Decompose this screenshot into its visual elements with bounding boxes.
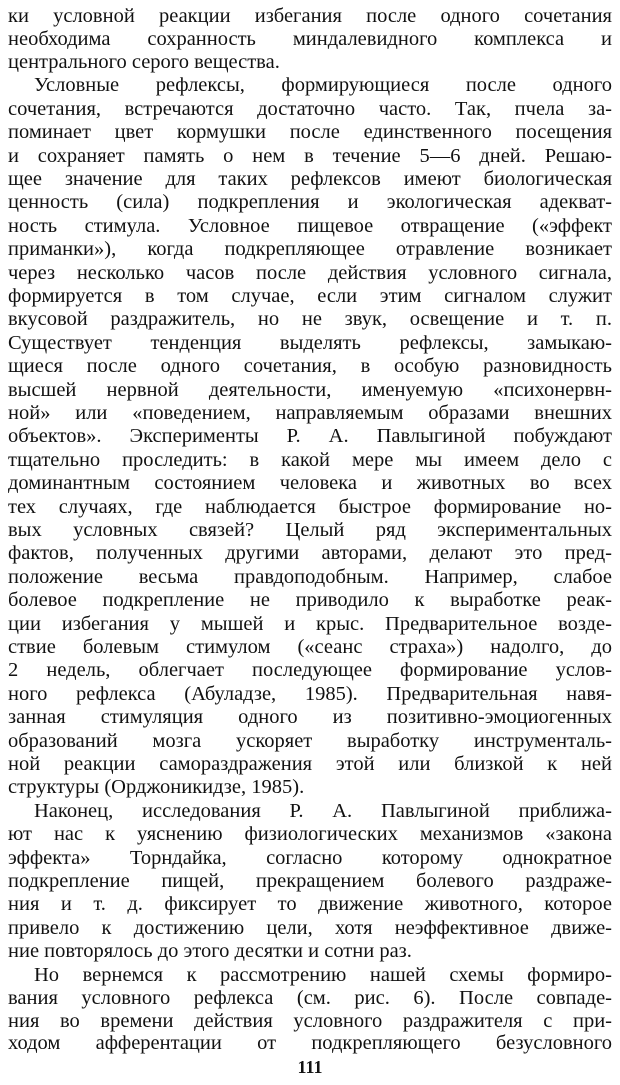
- text-line: ходом афферентации от подкрепляющего безусловного: [8, 1032, 612, 1054]
- text-line: ствие болевым стимулом («сеанс страха») надолго, до: [8, 636, 612, 658]
- text-line: высшей нервной деятельности, именуемую «психонервн-: [8, 379, 612, 401]
- text-line: положение весьма правдоподобным. Например, слабое: [8, 566, 612, 588]
- text-line: и сохраняет память о нем в течение 5—6 дней. Решаю-: [8, 145, 612, 167]
- text-line: Существует тенденция выделять рефлексы, замыкаю-: [8, 332, 612, 354]
- text-line: ной» или «поведением, направляемым образами внешних: [8, 402, 612, 424]
- text-line: эффекта» Торндайка, согласно которому однократное: [8, 847, 612, 869]
- text-line: сочетания, встречаются достаточно часто. Так, пчела за-: [8, 98, 612, 120]
- text-line: занная стимуляция одного из позитивно-эмоциогенных: [8, 706, 612, 728]
- paragraph-first-line: Условные рефлексы, формирующиеся после одного: [34, 74, 612, 96]
- text-line: вых условных связей? Целый ряд экспериментальных: [8, 519, 612, 541]
- text-line: подкрепление пищей, прекращением болевого раздраже-: [8, 870, 612, 892]
- text-line: ции избегания у мышей и крыс. Предварительное возде-: [8, 613, 612, 635]
- text-line: щиеся после одного сочетания, в особую разновидность: [8, 355, 612, 377]
- text-line: ют нас к уяснению физиологических механизмов «закона: [8, 823, 612, 845]
- text-line: объектов». Эксперименты Р. А. Павлыгиной побуждают: [8, 425, 612, 447]
- text-line: ной реакции самораздражения этой или близкой к ней: [8, 753, 612, 775]
- text-line: ценность (сила) подкрепления и экологическая адекват-: [8, 191, 612, 213]
- text-line: ния и т. д. фиксирует то движение животного, которое: [8, 893, 612, 915]
- text-line: щее значение для таких рефлексов имеют биологическая: [8, 168, 612, 190]
- text-line: структуры (Орджоникидзе, 1985).: [8, 776, 305, 798]
- text-line: ного рефлекса (Абуладзе, 1985). Предварительная навя-: [8, 683, 612, 705]
- text-line: образований мозга ускоряет выработку инструменталь-: [8, 730, 612, 752]
- text-line: болевое подкрепление не приводило к выработке реак-: [8, 589, 612, 611]
- text-line: приманки»), когда подкрепляющее отравление возникает: [8, 238, 612, 260]
- paragraph-first-line: Но вернемся к рассмотрению нашей схемы формиро-: [34, 964, 612, 986]
- text-line: ния во времени действия условного раздражителя с при-: [8, 1010, 612, 1032]
- text-line: необходима сохранность миндалевидного комплекса и: [8, 28, 612, 50]
- text-line: центрального серого вещества.: [8, 51, 280, 73]
- text-line: вания условного рефлекса (см. рис. 6). После совпаде-: [8, 987, 612, 1009]
- text-line: вкусовой раздражитель, но не звук, освещение и т. п.: [8, 308, 612, 330]
- paragraph-first-line: Наконец, исследования Р. А. Павлыгиной приближа-: [34, 800, 612, 822]
- text-line: ность стимула. Условное пищевое отвращение («эффект: [8, 215, 612, 237]
- text-line: фактов, полученных другими авторами, делают это пред-: [8, 542, 612, 564]
- text-line: тех случаях, где наблюдается быстрое формирование но-: [8, 496, 612, 518]
- text-line: доминантным состоянием человека и животных во всех: [8, 472, 612, 494]
- page-number: 111: [297, 1057, 323, 1077]
- text-line: тщательно проследить: в какой мере мы имеем дело с: [8, 449, 612, 471]
- text-line: формируется в том случае, если этим сигналом служит: [8, 285, 612, 307]
- text-line: ние повторялось до этого десятки и сотни раз.: [8, 940, 412, 962]
- text-line: поминает цвет кормушки после единственного посещения: [8, 121, 612, 143]
- text-line: 2 недель, облегчает последующее формирование услов-: [8, 659, 612, 681]
- text-line: привело к достижению цели, хотя неэффективное движе-: [8, 917, 612, 939]
- text-line: через несколько часов после действия условного сигнала,: [8, 262, 612, 284]
- text-line: ки условной реакции избегания после одного сочетания: [8, 5, 612, 27]
